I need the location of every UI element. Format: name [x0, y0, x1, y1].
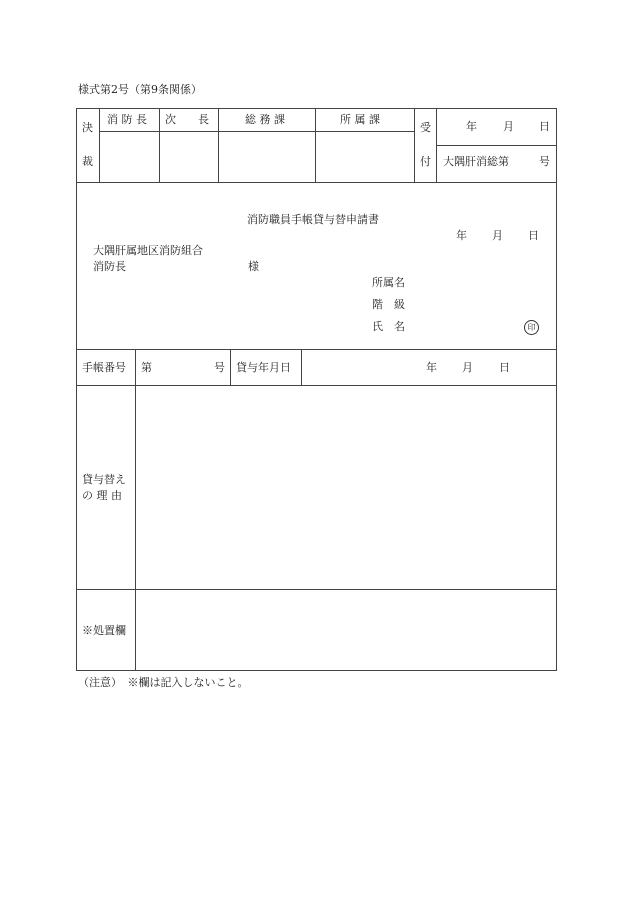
reason-label-divider	[135, 385, 136, 590]
note-text: （注意） ※欄は記入しないこと。	[78, 676, 249, 689]
approval-divider	[218, 108, 219, 183]
receipt-label-bottom: 付	[420, 155, 431, 168]
addressee-title: 消防長	[93, 260, 126, 273]
reason-section-bottom	[76, 589, 557, 590]
reason-field[interactable]	[137, 387, 555, 588]
receipt-label-top: 受	[420, 121, 431, 134]
receipt-date-year: 年	[466, 120, 477, 133]
disposition-field	[137, 591, 555, 669]
disposition-label-divider	[135, 589, 136, 671]
notebook-divider	[135, 349, 136, 386]
notebook-row-bottom	[76, 385, 557, 386]
seal-mark: 印	[524, 320, 539, 335]
approval-divider	[414, 108, 415, 183]
application-date-month: 月	[492, 229, 503, 242]
rank-label: 階 級	[372, 298, 405, 311]
notebook-divider	[230, 349, 231, 386]
approval-col-general-affairs: 総 務 課	[245, 113, 285, 126]
application-date-year: 年	[456, 229, 467, 242]
receipt-number-prefix: 大隅肝消総第	[443, 155, 509, 168]
table-border-left	[76, 108, 77, 671]
approval-divider	[315, 108, 316, 183]
approval-divider	[99, 108, 100, 183]
disposition-label: ※処置欄	[82, 624, 126, 637]
addressee-org: 大隅肝属地区消防組合	[93, 244, 203, 257]
application-title: 消防職員手帳貸与替申請書	[247, 213, 379, 226]
name-label: 氏 名	[372, 320, 405, 333]
application-section-bottom	[76, 349, 557, 350]
approval-divider	[159, 108, 160, 183]
approval-section-bottom	[76, 182, 557, 183]
application-date-day: 日	[528, 229, 539, 242]
loan-date-label: 貸与年月日	[236, 361, 291, 374]
notebook-number-prefix: 第	[141, 361, 152, 374]
addressee-honorific: 様	[248, 260, 259, 273]
table-border-right	[556, 108, 557, 671]
approval-col-affiliated-section: 所 属 課	[340, 113, 380, 126]
table-border-bottom	[76, 670, 557, 671]
loan-date-year: 年	[426, 361, 437, 374]
loan-date-day: 日	[499, 361, 510, 374]
approval-label-bottom: 裁	[82, 155, 93, 168]
notebook-number-label: 手帳番号	[82, 361, 126, 374]
approval-header-line	[99, 131, 414, 132]
reason-label-line2: の 理 由	[82, 489, 122, 502]
receipt-date-month: 月	[503, 120, 514, 133]
notebook-number-suffix: 号	[214, 361, 225, 374]
receipt-number-suffix: 号	[539, 155, 550, 168]
approval-col-deputy-chief: 次 長	[165, 113, 209, 126]
table-border-top	[76, 108, 557, 109]
affiliation-label: 所属名	[372, 276, 405, 289]
receipt-date-line	[436, 145, 556, 146]
form-number: 様式第2号（第9条関係）	[78, 83, 202, 96]
notebook-divider	[301, 349, 302, 386]
loan-date-month: 月	[462, 361, 473, 374]
reason-label-line1: 貸与替え	[82, 473, 126, 486]
approval-divider	[436, 108, 437, 183]
receipt-date-day: 日	[539, 120, 550, 133]
approval-label-top: 決	[82, 121, 93, 134]
approval-col-fire-chief: 消 防 長	[107, 113, 147, 126]
